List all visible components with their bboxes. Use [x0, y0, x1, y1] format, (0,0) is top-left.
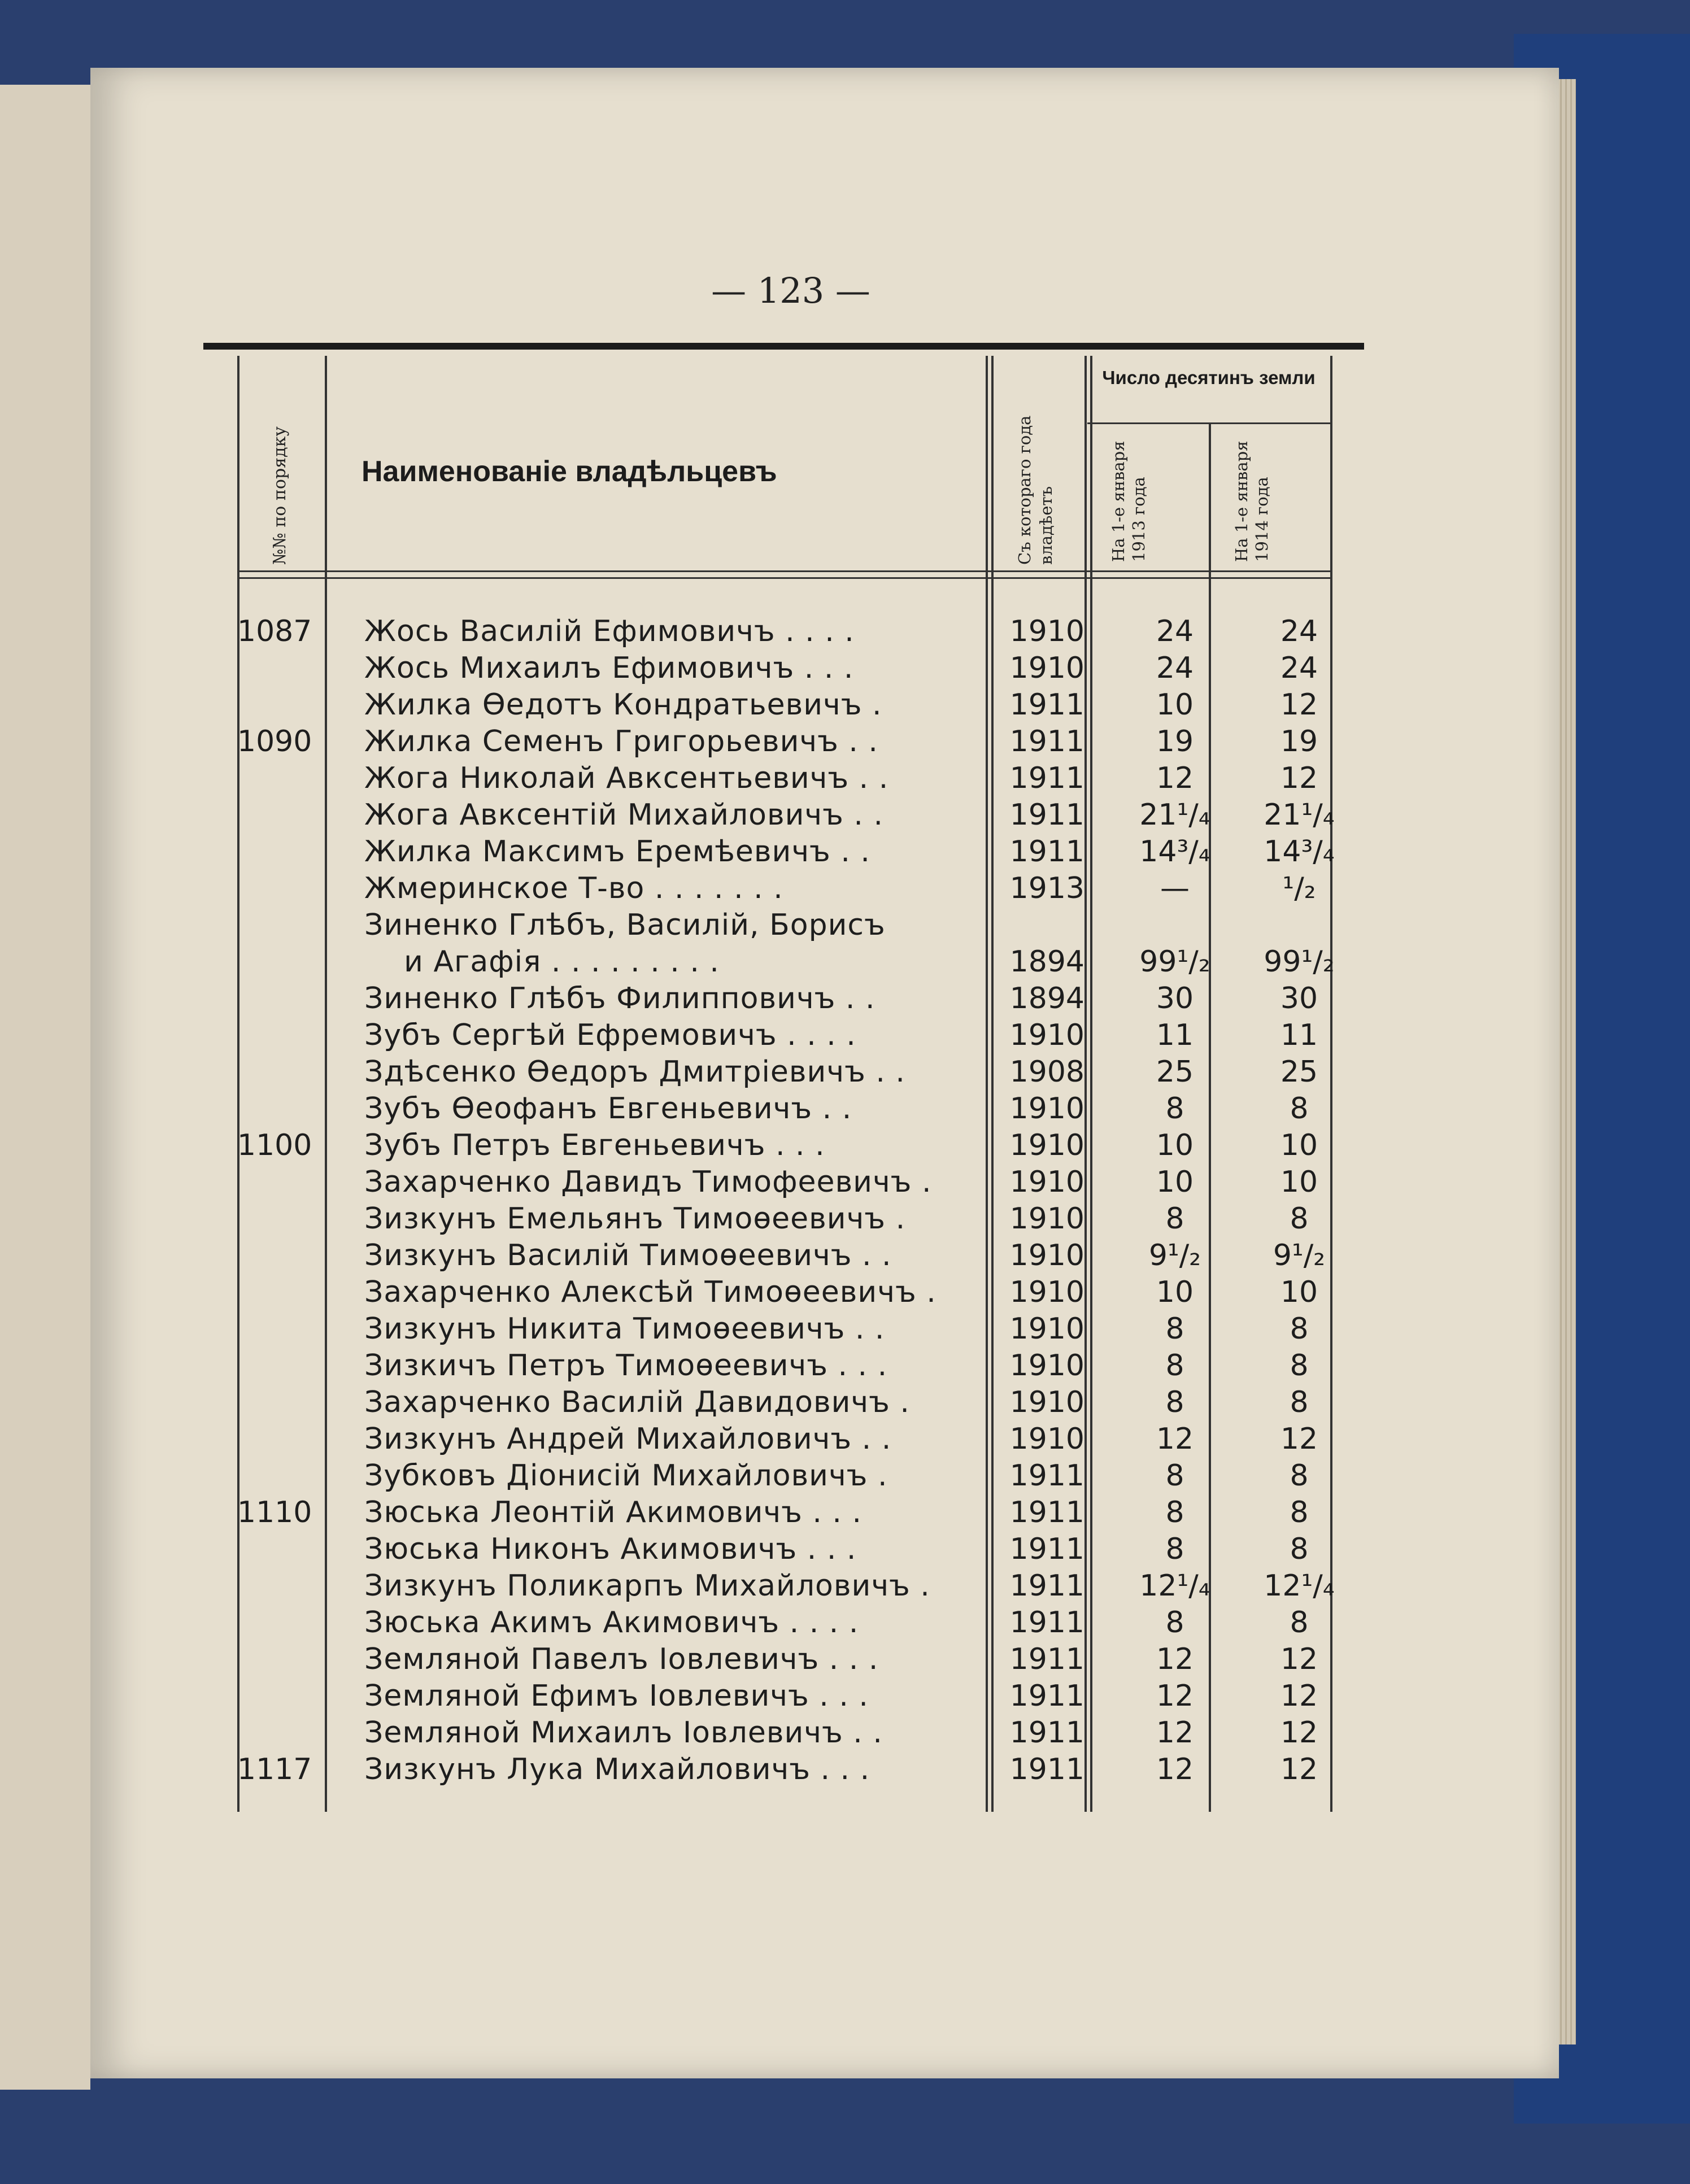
owner-year: 1910 — [1009, 1312, 1084, 1346]
owner-year: 1911 — [1009, 688, 1084, 722]
owner-year: 1910 — [1009, 614, 1084, 648]
header-1913 — [1108, 435, 1149, 562]
book-spine — [0, 85, 90, 2090]
land-1913: 12 — [1156, 761, 1194, 795]
owner-name: Жилка Семенъ Григорьевичъ . . — [364, 725, 878, 758]
land-1914: 12 — [1280, 1679, 1318, 1713]
land-1913: 8 — [1165, 1606, 1184, 1640]
owner-name: Земляной Павелъ Іовлевичъ . . . — [364, 1642, 879, 1676]
owner-year: 1894 — [1009, 945, 1084, 979]
land-1914: 14³/₄ — [1264, 835, 1335, 869]
owner-name: Жилка Максимъ Еремѣевичъ . . — [364, 835, 870, 869]
land-1914: 12 — [1280, 1642, 1318, 1676]
owner-year: 1910 — [1009, 1422, 1084, 1456]
owner-year: 1911 — [1009, 1532, 1084, 1566]
land-1914: 9¹/₂ — [1273, 1239, 1326, 1272]
col-line-year-b — [1090, 356, 1092, 1812]
land-1913: — — [1160, 871, 1190, 905]
row-number: 1090 — [237, 725, 312, 758]
owner-year: 1894 — [1009, 982, 1084, 1015]
col-line-num — [325, 356, 327, 1812]
land-1914: 30 — [1280, 982, 1318, 1015]
land-1914: 8 — [1290, 1459, 1309, 1493]
owner-year: 1910 — [1009, 1018, 1084, 1052]
header-1914 — [1231, 435, 1272, 562]
col-line-name-b — [991, 356, 994, 1812]
land-1913: 10 — [1156, 1128, 1194, 1162]
owner-name: Зизкунъ Никита Тимоѳеевичъ . . — [364, 1312, 885, 1346]
land-1913: 10 — [1156, 1165, 1194, 1199]
owner-name: Жось Михаилъ Ефимовичъ . . . — [364, 651, 854, 685]
header-num: №№ по порядку — [270, 426, 290, 565]
owner-name: Зюська Акимъ Акимовичъ . . . . — [364, 1606, 859, 1640]
header-year-text: Съ котораго года владѣетъ — [1015, 415, 1056, 565]
col-line-name — [986, 356, 988, 1812]
page-number: — 123 — — [711, 270, 870, 311]
land-1914: ¹/₂ — [1282, 871, 1316, 905]
owner-year: 1910 — [1009, 1202, 1084, 1236]
row-number: 1100 — [237, 1128, 312, 1162]
owner-year: 1911 — [1009, 1496, 1084, 1529]
owner-name: Зизкунъ Емельянъ Тимоѳеевичъ . — [364, 1202, 906, 1236]
owner-name: Зубъ Сергѣй Ефремовичъ . . . . — [364, 1018, 856, 1052]
land-1913: 10 — [1156, 688, 1194, 722]
owner-name: Зиненко Глѣбъ, Василій, Борисъ — [364, 908, 886, 942]
owner-year: 1911 — [1009, 1569, 1084, 1603]
land-1913: 10 — [1156, 1275, 1194, 1309]
land-1913: 12¹/₄ — [1139, 1569, 1210, 1603]
land-1914: 10 — [1280, 1165, 1318, 1199]
land-1914: 19 — [1280, 725, 1318, 758]
owner-name: Зизкунъ Поликарпъ Михайловичъ . — [364, 1569, 930, 1603]
header-year — [1014, 378, 1057, 565]
owner-year: 1911 — [1009, 798, 1084, 832]
owner-year: 1911 — [1009, 1642, 1084, 1676]
owner-name: Зубъ Петръ Евгеньевичъ . . . — [364, 1128, 825, 1162]
owner-name: Зюська Никонъ Акимовичъ . . . — [364, 1532, 857, 1566]
header-group: Число десятинъ земли — [1102, 367, 1316, 388]
land-1913: 9¹/₂ — [1148, 1239, 1201, 1272]
land-1914: 12 — [1280, 1422, 1318, 1456]
owner-name: и Агафія . . . . . . . . . — [364, 945, 720, 979]
col-line-left — [237, 356, 239, 1812]
owner-name: Здѣсенко Ѳедоръ Дмитріевичъ . . — [364, 1055, 905, 1089]
land-1913: 8 — [1165, 1496, 1184, 1529]
land-1914: 12 — [1280, 1716, 1318, 1750]
owner-year: 1911 — [1009, 1716, 1084, 1750]
land-1913: 99¹/₂ — [1139, 945, 1210, 979]
owner-year: 1911 — [1009, 835, 1084, 869]
land-1914: 24 — [1280, 651, 1318, 685]
owner-year: 1910 — [1009, 651, 1084, 685]
land-1913: 8 — [1165, 1459, 1184, 1493]
land-1913: 14³/₄ — [1139, 835, 1210, 869]
land-1913: 12 — [1156, 1753, 1194, 1786]
land-1913: 12 — [1156, 1716, 1194, 1750]
land-1913: 12 — [1156, 1422, 1194, 1456]
land-1914: 12 — [1280, 688, 1318, 722]
owner-year: 1910 — [1009, 1385, 1084, 1419]
header-1914-text: На 1-е января 1914 года — [1232, 441, 1271, 562]
owner-name: Зизкичъ Петръ Тимоѳеевичъ . . . — [364, 1349, 888, 1383]
land-1913: 25 — [1156, 1055, 1194, 1089]
owner-name: Жмеринское Т-во . . . . . . . — [364, 871, 783, 905]
owner-name: Зиненко Глѣбъ Филипповичъ . . — [364, 982, 876, 1015]
table-top-rule — [203, 343, 1364, 350]
land-1914: 8 — [1290, 1202, 1309, 1236]
owner-name: Земляной Ефимъ Іовлевичъ . . . — [364, 1679, 869, 1713]
land-1914: 25 — [1280, 1055, 1318, 1089]
owner-name: Земляной Михаилъ Іовлевичъ . . — [364, 1716, 883, 1750]
owner-name: Жось Василій Ефимовичъ . . . . — [364, 614, 855, 648]
owner-name: Зубковъ Діонисій Михайловичъ . — [364, 1459, 888, 1493]
owner-year: 1910 — [1009, 1128, 1084, 1162]
row-number: 1117 — [237, 1753, 312, 1786]
owner-year: 1910 — [1009, 1092, 1084, 1126]
land-1913: 12 — [1156, 1642, 1194, 1676]
land-1914: 8 — [1290, 1496, 1309, 1529]
header-bottom-rule — [237, 570, 1330, 572]
header-1913-text: На 1-е января 1913 года — [1109, 441, 1148, 562]
land-1913: 8 — [1165, 1092, 1184, 1126]
owner-year: 1911 — [1009, 1606, 1084, 1640]
owner-year: 1911 — [1009, 1753, 1084, 1786]
land-1914: 8 — [1290, 1312, 1309, 1346]
owner-year: 1910 — [1009, 1239, 1084, 1272]
row-number: 1110 — [237, 1496, 312, 1529]
owner-name: Зубъ Ѳеофанъ Евгеньевичъ . . — [364, 1092, 852, 1126]
header-name: Наименованіе владѣльцевъ — [361, 455, 777, 488]
land-1913: 8 — [1165, 1532, 1184, 1566]
owner-name: Захарченко Давидъ Тимофеевичъ . — [364, 1165, 932, 1199]
owner-year: 1908 — [1009, 1055, 1084, 1089]
owner-name: Зизкунъ Лука Михайловичъ . . . — [364, 1753, 870, 1786]
header-bottom-rule-2 — [237, 577, 1330, 579]
owner-year: 1910 — [1009, 1349, 1084, 1383]
land-1913: 8 — [1165, 1202, 1184, 1236]
owner-year: 1911 — [1009, 725, 1084, 758]
owner-year: 1911 — [1009, 1679, 1084, 1713]
land-1914: 21¹/₄ — [1264, 798, 1335, 832]
land-1913: 8 — [1165, 1385, 1184, 1419]
owner-name: Захарченко Алексѣй Тимоѳеевичъ . — [364, 1275, 937, 1309]
land-1913: 30 — [1156, 982, 1194, 1015]
owner-name: Зизкунъ Андрей Михайловичъ . . — [364, 1422, 892, 1456]
land-1914: 8 — [1290, 1385, 1309, 1419]
land-1914: 8 — [1290, 1092, 1309, 1126]
owner-name: Зизкунъ Василій Тимоѳеевичъ . . — [364, 1239, 892, 1272]
land-1914: 10 — [1280, 1128, 1318, 1162]
land-1914: 8 — [1290, 1532, 1309, 1566]
owner-year: 1913 — [1009, 871, 1084, 905]
owner-year: 1911 — [1009, 1459, 1084, 1493]
owner-name: Захарченко Василій Давидовичъ . — [364, 1385, 910, 1419]
land-1913: 11 — [1156, 1018, 1194, 1052]
land-1913: 8 — [1165, 1349, 1184, 1383]
land-1914: 99¹/₂ — [1264, 945, 1335, 979]
owner-year: 1910 — [1009, 1275, 1084, 1309]
col-line-year — [1084, 356, 1087, 1812]
land-1913: 19 — [1156, 725, 1194, 758]
land-1913: 24 — [1156, 651, 1194, 685]
owner-year: 1911 — [1009, 761, 1084, 795]
land-1913: 8 — [1165, 1312, 1184, 1346]
owner-name: Зюська Леонтій Акимовичъ . . . — [364, 1496, 863, 1529]
land-1914: 8 — [1290, 1349, 1309, 1383]
owner-year: 1910 — [1009, 1165, 1084, 1199]
row-number: 1087 — [237, 614, 312, 648]
land-1913: 12 — [1156, 1679, 1194, 1713]
land-1913: 21¹/₄ — [1139, 798, 1210, 832]
land-1913: 24 — [1156, 614, 1194, 648]
land-1914: 12 — [1280, 1753, 1318, 1786]
land-1914: 11 — [1280, 1018, 1318, 1052]
owner-name: Жилка Ѳедотъ Кондратьевичъ . — [364, 688, 882, 722]
land-1914: 8 — [1290, 1606, 1309, 1640]
land-1914: 12¹/₄ — [1264, 1569, 1335, 1603]
land-1914: 12 — [1280, 761, 1318, 795]
land-1914: 10 — [1280, 1275, 1318, 1309]
land-1914: 24 — [1280, 614, 1318, 648]
owner-name: Жога Николай Авксентьевичъ . . — [364, 761, 889, 795]
owner-name: Жога Авксентій Михайловичъ . . — [364, 798, 883, 832]
